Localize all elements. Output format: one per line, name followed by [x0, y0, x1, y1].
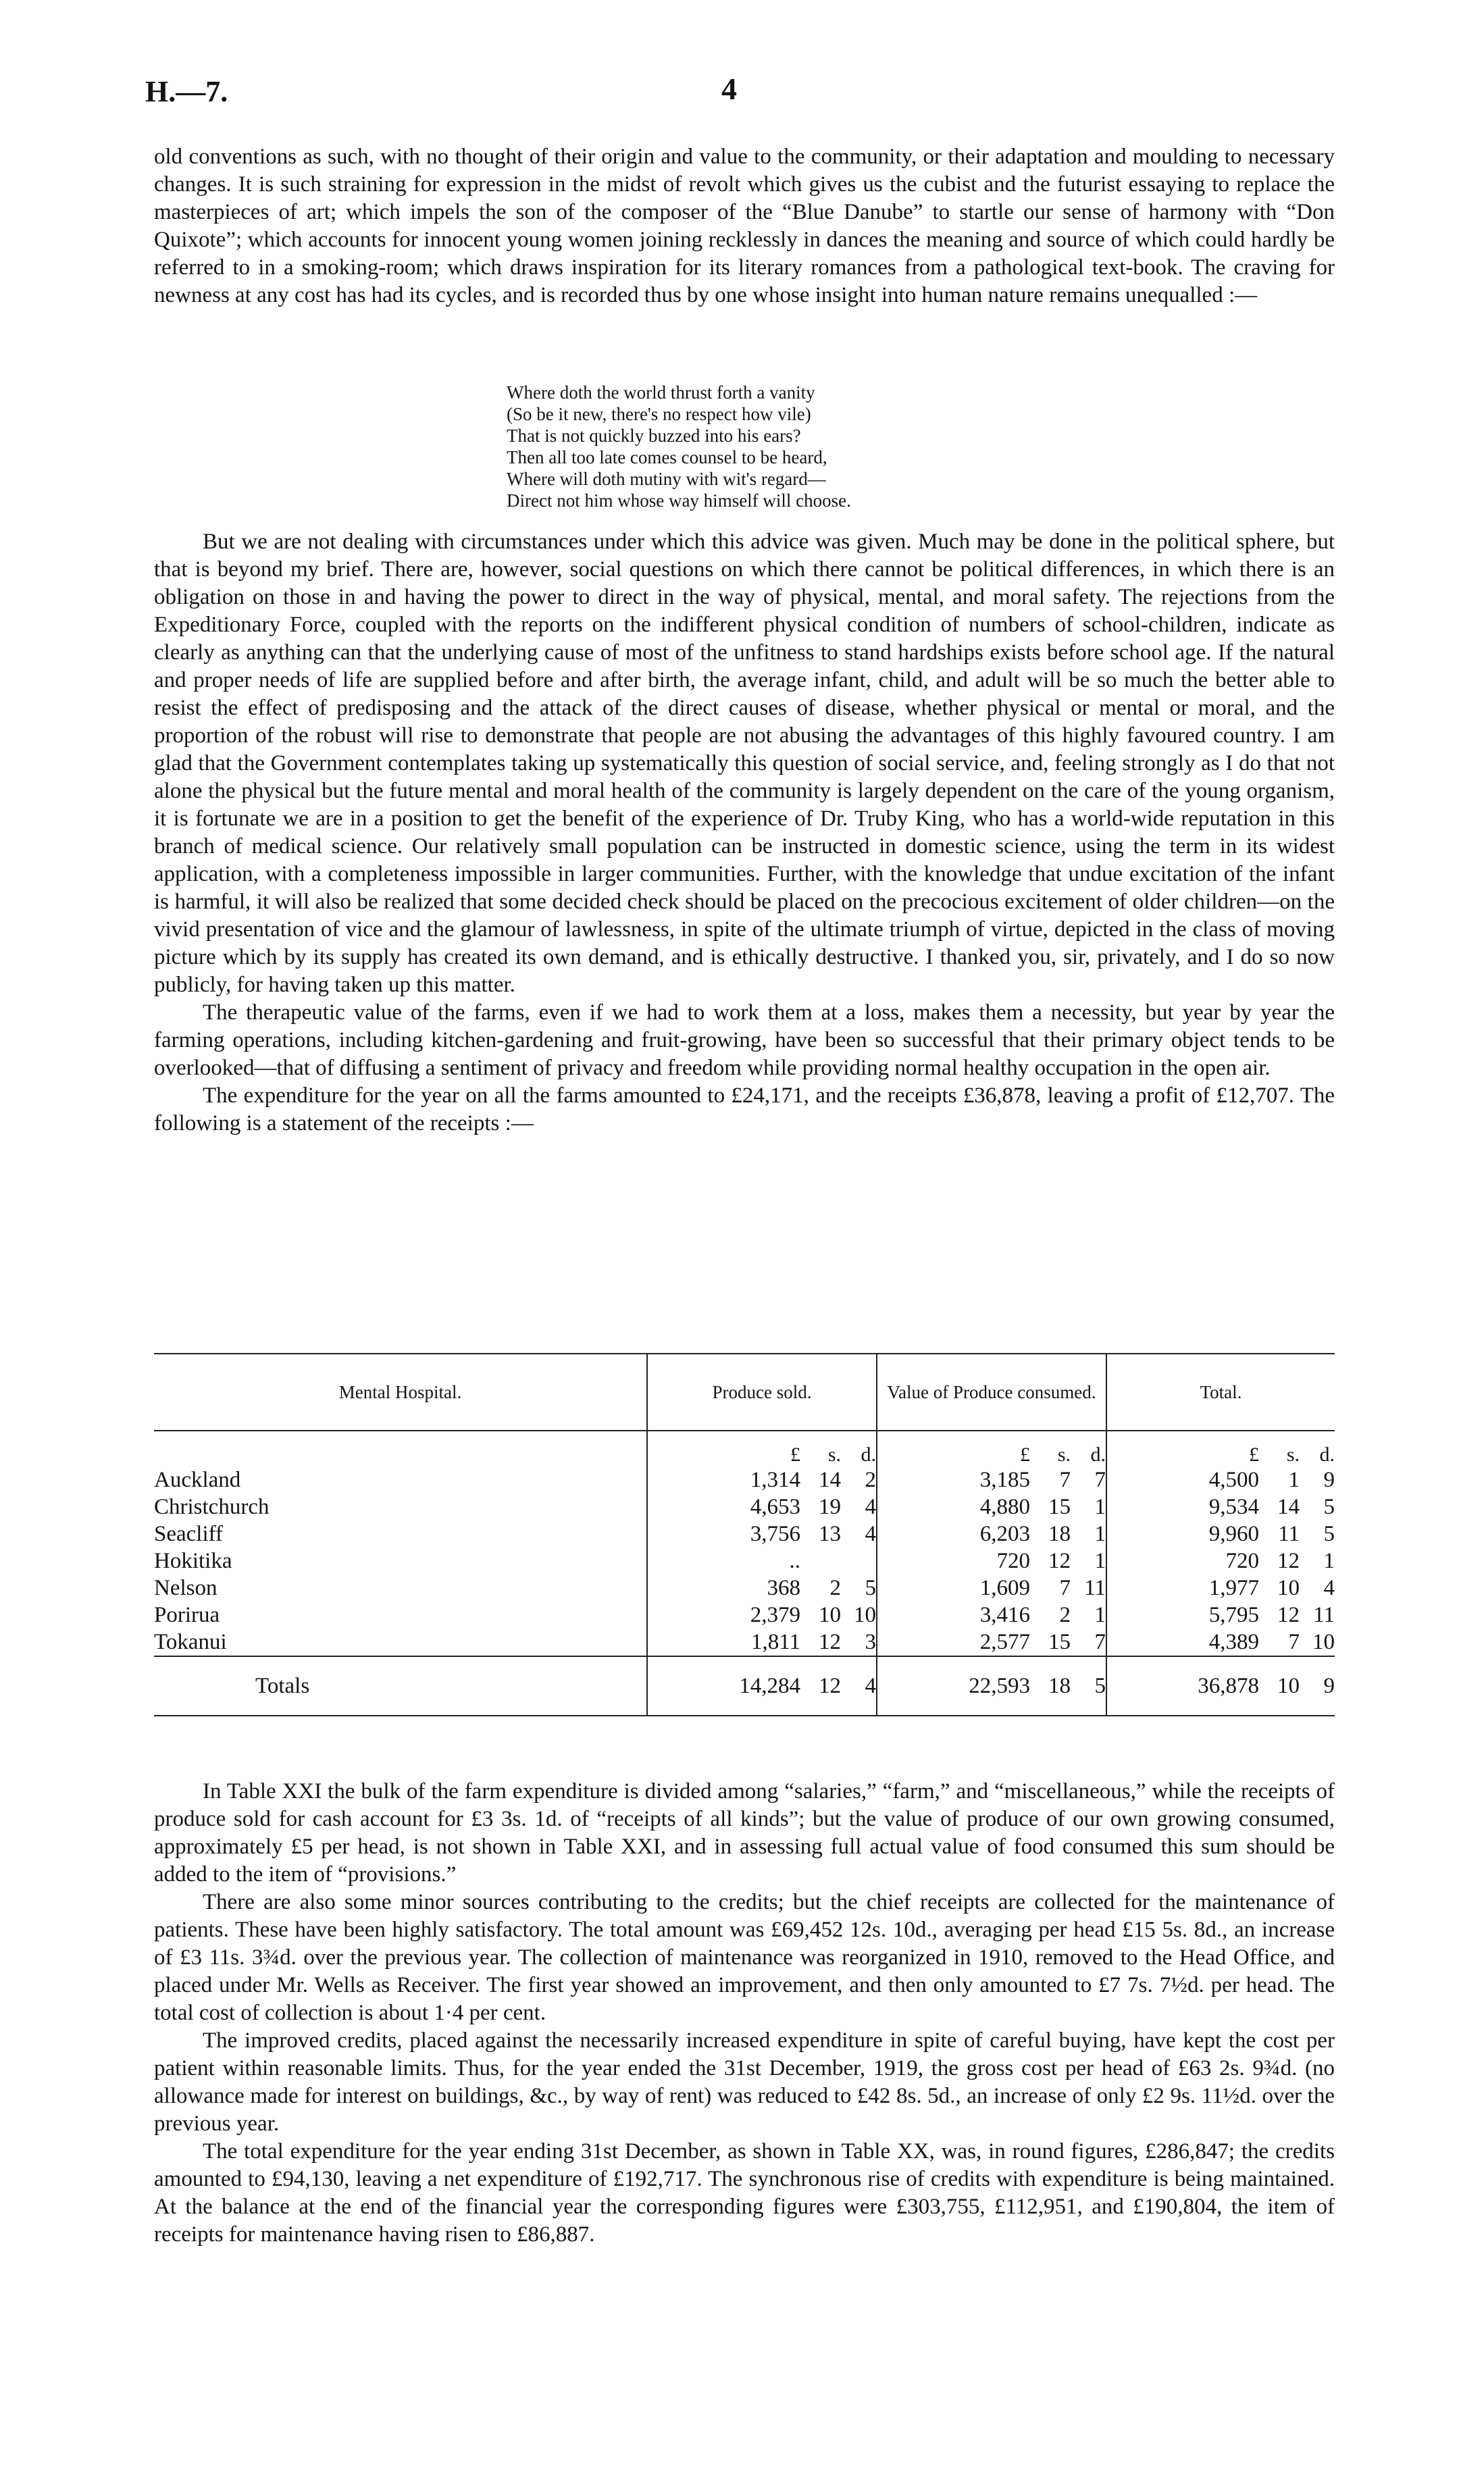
table-row: Auckland 1,314 14 2 3,185 7 7 4,500 1 9 [154, 1468, 1335, 1492]
header-produce-sold: Produce sold. [647, 1354, 877, 1431]
table-header-row [154, 1354, 1335, 1431]
body-paragraphs [154, 528, 1335, 1137]
table-row: Hokitika .. 720 12 1 720 12 1 [154, 1549, 1335, 1573]
table-row: Porirua 2,379 10 10 3,416 2 1 5,795 12 11 [154, 1603, 1335, 1627]
verse-line: That is not quickly buzzed into his ears? [507, 426, 801, 446]
table-row: Christchurch 4,653 19 4 4,880 15 1 9,534 14 5 [154, 1495, 1335, 1519]
paragraph-total-expenditure: The total expenditure for the year ending 31st December, as shown in Table XX, was, in round figures, £286,847; the credits amounted to £94,130, leaving a net expenditure of £192,717. The synchronous rise of credits with expenditure is being maintained. At the balance at the end of the financial year the corresponding figures were £303,755, £112,951, and £190,804, the item of receipts for maintenance having risen to £86,887. [154, 2139, 1335, 2247]
document-reference: H.—7. [145, 75, 228, 108]
verse-line: Direct not him whose way himself will choose. [507, 490, 851, 511]
farm-receipts-table [154, 1353, 1335, 1716]
table-row: Seacliff 3,756 13 4 6,203 18 1 9,960 11 5 [154, 1522, 1335, 1546]
verse-line: Then all too late comes counsel to be heard, [507, 447, 827, 467]
paragraph-farm-expenditure: The expenditure for the year on all the farms amounted to £24,171, and the receipts £36,878, leaving a profit of £12,707. The following is a statement of the receipts :— [154, 1083, 1335, 1135]
table-row: Tokanui 1,811 12 3 2,577 15 7 4,389 7 10 [154, 1629, 1335, 1656]
verse-line: (So be it new, there's no respect how vile) [507, 404, 811, 424]
header-total: Total. [1106, 1354, 1335, 1431]
intro-paragraph: old conventions as such, with no thought of their origin and value to the community, or their adaptation and moulding to necessary changes. It is such straining for expression in the midst of revolt which gives us the cubist and the futurist essaying to replace the masterpieces of art; which impels the son of the composer of the “Blue Danube” to startle our sense of harmony with “Don Quixote”; which accounts for innocent young women joining recklessly in dances the meaning and source of which could hardly be referred to in a smoking-room; which draws inspiration for its literary romances from a pathological text-book. The craving for newness at any cost has had its cycles, and is recorded thus by one whose insight into human nature remains unequalled :— [154, 145, 1335, 307]
verse-line: Where doth the world thrust forth a vanity [507, 382, 815, 403]
verse-line: Where will doth mutiny with wit's regard— [507, 469, 826, 489]
header-value-consumed: Value of Produce consumed. [877, 1354, 1106, 1431]
table-totals-row: Totals 14,284 12 4 22,593 18 5 36,878 10 9 [154, 1656, 1335, 1716]
paragraph-social-questions: But we are not dealing with circumstances under which this advice was given. Much may be done in the political sphere, but that is beyond my brief. There are, however, social questions on which there cannot be political differences, in which there is an obligation on those in and having the power to direct in the way of physical, mental, and moral safety. The rejections from the Expeditionary Force, coupled with the reports on the indifferent physical condition of numbers of school-children, indicate as clearly as anything can that the underlying cause of most of the unfitness to stand hardships exists before school age. If the natural and proper needs of life are supplied before and after birth, the average infant, child, and adult will be so much the better able to resist the effect of predisposing and the attack of the direct causes of disease, whether physical or mental or moral, and the proportion of the robust will rise to demonstrate that people are not abusing the advantages of this highly favoured country. I am glad that the Government contemplates taking up systematically this question of social service, and, feeling strongly as I do that not alone the physical but the future mental and moral health of the community is largely dependent on the care of the young organism, it is fortunate we are in a position to get the benefit of the experience of Dr. Truby King, who has a world-wide reputation in this branch of medical science. Our relatively small population can be instructed in domestic science, using the term in its widest application, with a completeness impossible in larger communities. Further, with the knowledge that undue excitation of the infant is harmful, it will also be realized that some decided check should be placed on the precocious excitement of older children—on the vivid presentation of vice and the glamour of lawlessness, in spite of the ultimate triumph of virtue, depicted in the class of moving picture which by its supply has created its own demand, and is ethically destructive. I thanked you, sir, privately, and I do so now publicly, for having taken up this matter. [154, 530, 1335, 997]
closing-paragraphs [154, 1778, 1335, 2249]
table-units-row: £ s. d. £ s. d. £ s. d. [154, 1431, 1335, 1466]
page-number: 4 [721, 72, 737, 106]
verse-quote [507, 382, 851, 511]
table-row: Nelson 368 2 5 1,609 7 11 1,977 10 4 [154, 1576, 1335, 1600]
intro-paragraph-block [154, 143, 1335, 309]
paragraph-farm-value: The therapeutic value of the farms, even if we had to work them at a loss, makes them a necessity, but year by year the farming operations, including kitchen-gardening and fruit-growing, have been so successful that their primary object tends to be overlooked—that of diffusing a sentiment of privacy and freedom while providing normal healthy occupation in the open air. [154, 1000, 1335, 1080]
paragraph-maintenance: There are also some minor sources contributing to the credits; but the chief receipts are collected for the maintenance of patients. These have been highly satisfactory. The total amount was £69,452 12s. 10d., averaging per head £15 5s. 8d., an increase of £3 11s. 3¾d. over the previous year. The collection of maintenance was reorganized in 1910, removed to the Head Office, and placed under Mr. Wells as Receiver. The first year showed an improvement, and then only amounted to £7 7s. 7½d. per head. The total cost of collection is about 1·4 per cent. [154, 1890, 1335, 2025]
paragraph-cost-per-patient: The improved credits, placed against the necessarily increased expenditure in spite of careful buying, have kept the cost per patient within reasonable limits. Thus, for the year ended the 31st December, 1919, the gross cost per head of £63 2s. 9¾d. (no allowance made for interest on buildings, &c., by way of rent) was reduced to £42 8s. 5d., an increase of only £2 9s. 11½d. over the previous year. [154, 2028, 1335, 2136]
paragraph-table-xxi: In Table XXI the bulk of the farm expenditure is divided among “salaries,” “farm,” and “miscellaneous,” while the receipts of produce sold for cash account for £3 3s. 1d. of “receipts of all kinds”; but the value of produce of our own growing consumed, approximately £5 per head, is not shown in Table XXI, and in assessing full actual value of food consumed this sum should be added to the item of “provisions.” [154, 1779, 1335, 1887]
header-mental-hospital: Mental Hospital. [154, 1354, 647, 1431]
